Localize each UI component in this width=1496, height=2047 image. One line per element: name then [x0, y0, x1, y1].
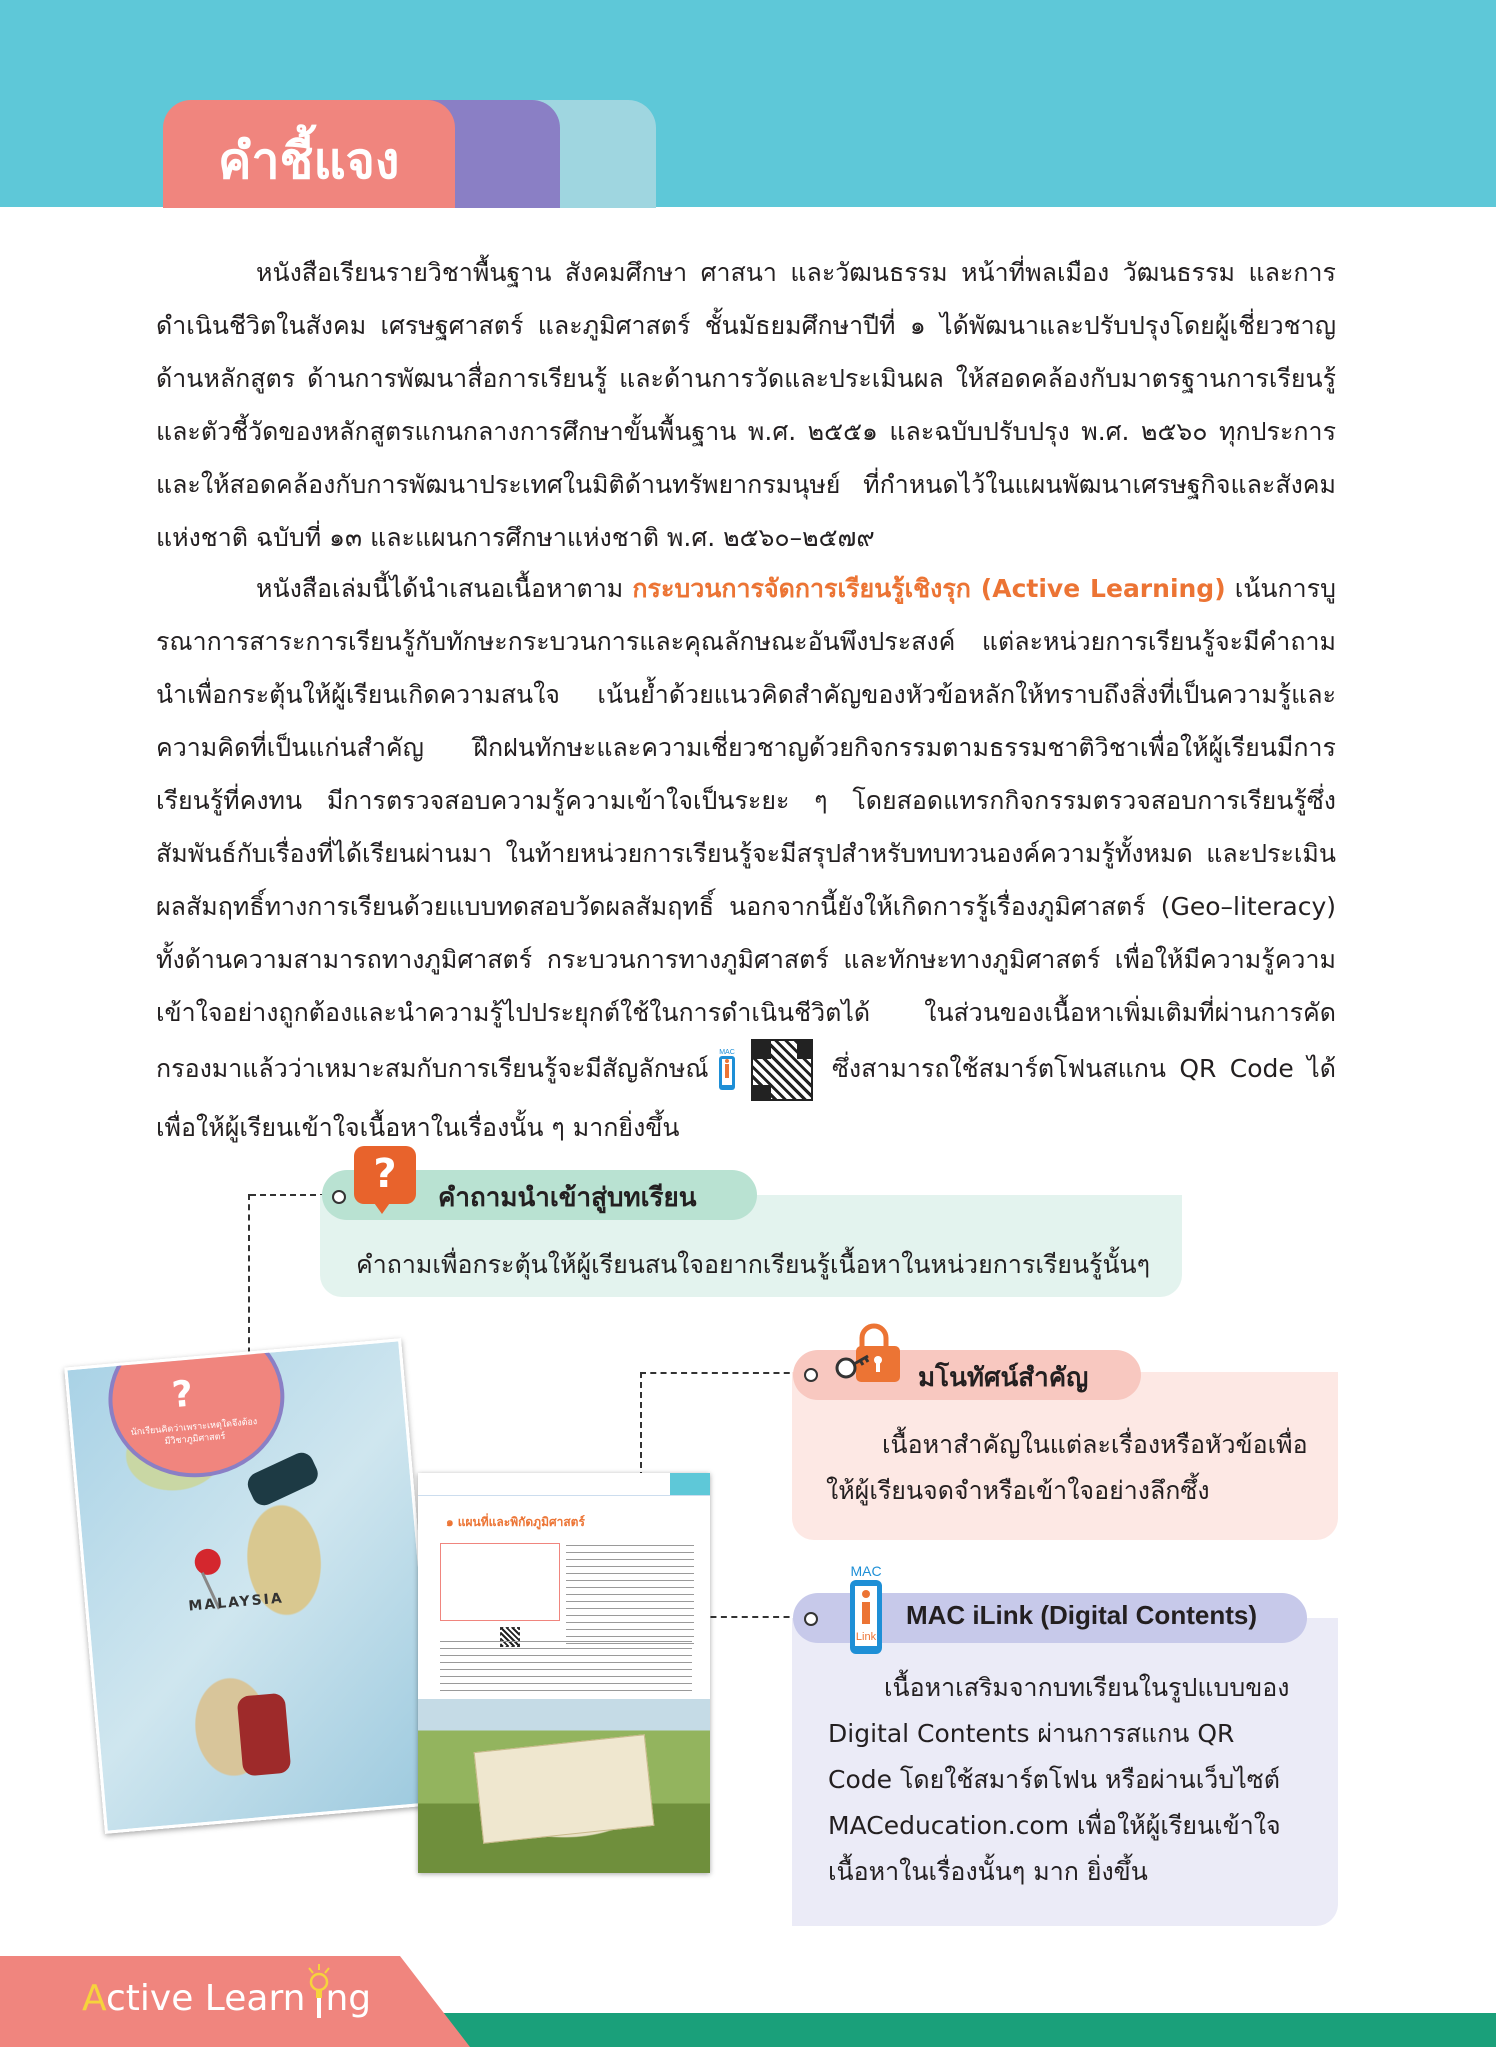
qr-code-icon: [751, 1039, 813, 1101]
connector-dot: [332, 1190, 346, 1204]
question-callout-text: คำถามเพื่อกระตุ้นให้ผู้เรียนสนใจอยากเรียนรู้เนื้อหาในหน่วยการเรียนรู้นั้นๆ: [356, 1250, 1151, 1279]
mac-callout-text: [828, 1665, 1304, 1895]
footer-brand-first: A: [82, 1978, 106, 2019]
connector-line: [250, 1194, 326, 1196]
svg-text:MAC: MAC: [718, 1049, 735, 1056]
page-header-bar: [418, 1473, 710, 1496]
connector-dot: [804, 1368, 818, 1382]
sample-content-page: [418, 1473, 710, 1873]
concept-box-thumbnail: [440, 1543, 560, 1621]
active-learning-highlight: กระบวนการจัดการเรียนรู้เชิงรุก (Active Learning): [632, 574, 1226, 603]
toy-car-image: [244, 1449, 322, 1509]
key-lock-icon: [832, 1322, 904, 1386]
paper-map-image: [474, 1734, 655, 1843]
method-text-b: เน้นการบูรณาการสาระการเรียนรู้กับทักษะกระบวนการและคุณลักษณะอันพึงประสงค์ แต่ละหน่วยการเรียนรู้จะมีคำถามนำเพื่อกระตุ้นให้ผู้เรียนเกิดความสนใจ เน้นย้ำด้วยแนวคิดสำคัญของหัวข้อหลักให้ทราบถึงสิ่งที่เป็นความรู้และความคิดที่เป็นแก่นสำคัญ ฝึกฝนทักษะและความเชี่ยวชาญด้วยกิจกรรมตามธรรมชาติวิชาเพื่อให้ผู้เรียนมีการเรียนรู้ที่คงทน มีการตรวจสอบความรู้ความเข้าใจเป็นระยะ ๆ โดยสอดแทรกกิจกรรมตรวจสอบการเรียนรู้ซึ่งสัมพันธ์กับเรื่องที่ได้เรียนผ่านมา ในท้ายหน่วยการเรียนรู้จะมีสรุปสำหรับทบทวนองค์ความรู้ทั้งหมด และประเมินผลสัมฤทธิ์ทางการเรียนด้วยแบบทดสอบวัดผลสัมฤทธิ์ นอกจากนี้ยังให้เกิดการรู้เรื่องภูมิศาสตร์ (Geo–literacy) ทั้งด้านความสามารถทางภูมิศาสตร์ กระบวนการทางภูมิศาสตร์ และทักษะทางภูมิศาสตร์ เพื่อให้มีความรู้ความเข้าใจอย่างถูกต้องและนำความรู้ไปประยุกต์ใช้ในการดำเนินชีวิตได้ ในส่วนของเนื้อหาเพิ่มเติมที่ผ่านการคัดกรองมาแล้วว่าเหมาะสมกับการเรียนรู้จะมีสัญลักษณ์: [156, 574, 1336, 1083]
intro-paragraph-text: หนังสือเรียนรายวิชาพื้นฐาน สังคมศึกษา ศาสนา และวัฒนธรรม หน้าที่พลเมือง วัฒนธรรม และการดำเนินชีวิตในสังคม เศรษฐศาสตร์ และภูมิศาสตร์ ชั้นมัธยมศึกษาปีที่ ๑ ได้พัฒนาและปรับปรุงโดยผู้เชี่ยวชาญด้านหลักสูตร ด้านการพัฒนาสื่อการเรียนรู้ และด้านการวัดและประเมินผล ให้สอดคล้องกับมาตรฐานการเรียนรู้และตัวชี้วัดของหลักสูตรแกนกลางการศึกษาขั้นพื้นฐาน พ.ศ. ๒๕๕๑ และฉบับปรับปรุง พ.ศ. ๒๕๖๐ ทุกประการ และให้สอดคล้องกับการพัฒนาประเทศในมิติด้านทรัพยากรมนุษย์ ที่กำหนดไว้ในแผนพัฒนาเศรษฐกิจและสังคมแห่งชาติ ฉบับที่ ๑๓ และแผนการศึกษาแห่งชาติ พ.ศ. ๒๕๖๐–๒๕๗๙: [156, 258, 1336, 552]
question-mark-icon: ?: [170, 1373, 195, 1417]
mac-callout-text-body: เนื้อหาเสริมจากบทเรียนในรูปแบบของ Digital Contents ผ่านการสแกน QR Code โดยใช้สมาร์ตโฟน หรือผ่านเว็บไซต์ MACeducation.com เพื่อให้ผู้เรียนเข้าใจเนื้อหาในเรื่องนั้นๆ มาก ยิ่งขึ้น: [828, 1673, 1290, 1886]
connector-line: [248, 1194, 250, 1374]
intro-paragraph: [156, 246, 1336, 564]
sample-map-page: [64, 1338, 442, 1834]
footer-bar: [420, 2013, 1496, 2047]
concept-callout-title: มโนทัศน์สำคัญ: [918, 1363, 1089, 1393]
question-callout-title: คำถามนำเข้าสู่บทเรียน: [438, 1183, 697, 1213]
sample-page-heading: ๑ แผนที่และพิกัดภูมิศาสตร์: [446, 1515, 585, 1529]
text-lines: [440, 1641, 692, 1691]
method-text-c: ซึ่งสามารถใช้สมาร์ตโฟนสแกน QR Code ได้ เพื่อให้ผู้เรียนเข้าใจเนื้อหาในเรื่องนั้น ๆ มากยิ่งขึ้น: [156, 1054, 1336, 1142]
mac-callout-title: MAC iLink (Digital Contents): [906, 1600, 1257, 1630]
method-text-a: หนังสือเล่มนี้ได้นำเสนอเนื้อหาตาม: [256, 574, 633, 603]
method-paragraph: [156, 562, 1336, 1154]
question-icon: ?: [354, 1146, 416, 1204]
map-country-label: MALAYSIA: [187, 1590, 285, 1615]
mac-ilink-icon: [713, 1047, 741, 1093]
lightbulb-icon: [306, 1962, 332, 2022]
page-corner-tab: [670, 1473, 710, 1495]
svg-text:MAC: MAC: [850, 1563, 882, 1579]
connector-dot: [804, 1612, 818, 1626]
map-circle-text: นักเรียนคิดว่าเพราะเหตุใดจึงต้องมีวิชาภูมิศาสตร์: [130, 1417, 258, 1448]
mac-ilink-icon: [846, 1562, 886, 1656]
connector-line: [640, 1372, 800, 1374]
question-circle: [102, 1338, 291, 1484]
text-lines: [566, 1545, 694, 1645]
concept-callout-text: [826, 1422, 1318, 1514]
concept-callout-text-body: เนื้อหาสำคัญในแต่ละเรื่องหรือหัวข้อเพื่อให้ผู้เรียนจดจำหรือเข้าใจอย่างลึกซึ้ง: [826, 1430, 1308, 1505]
toy-car-image: [237, 1693, 292, 1777]
question-icon-tail: [372, 1200, 392, 1214]
connector-line: [700, 1616, 800, 1618]
footer-brand-rest: ctive Learn: [106, 1978, 306, 2019]
footer-brand-end: ng: [325, 1978, 372, 2019]
svg-text:Link: Link: [855, 1631, 877, 1643]
map-pin-icon: [194, 1548, 222, 1576]
page-title: คำชี้แจง: [218, 132, 400, 190]
